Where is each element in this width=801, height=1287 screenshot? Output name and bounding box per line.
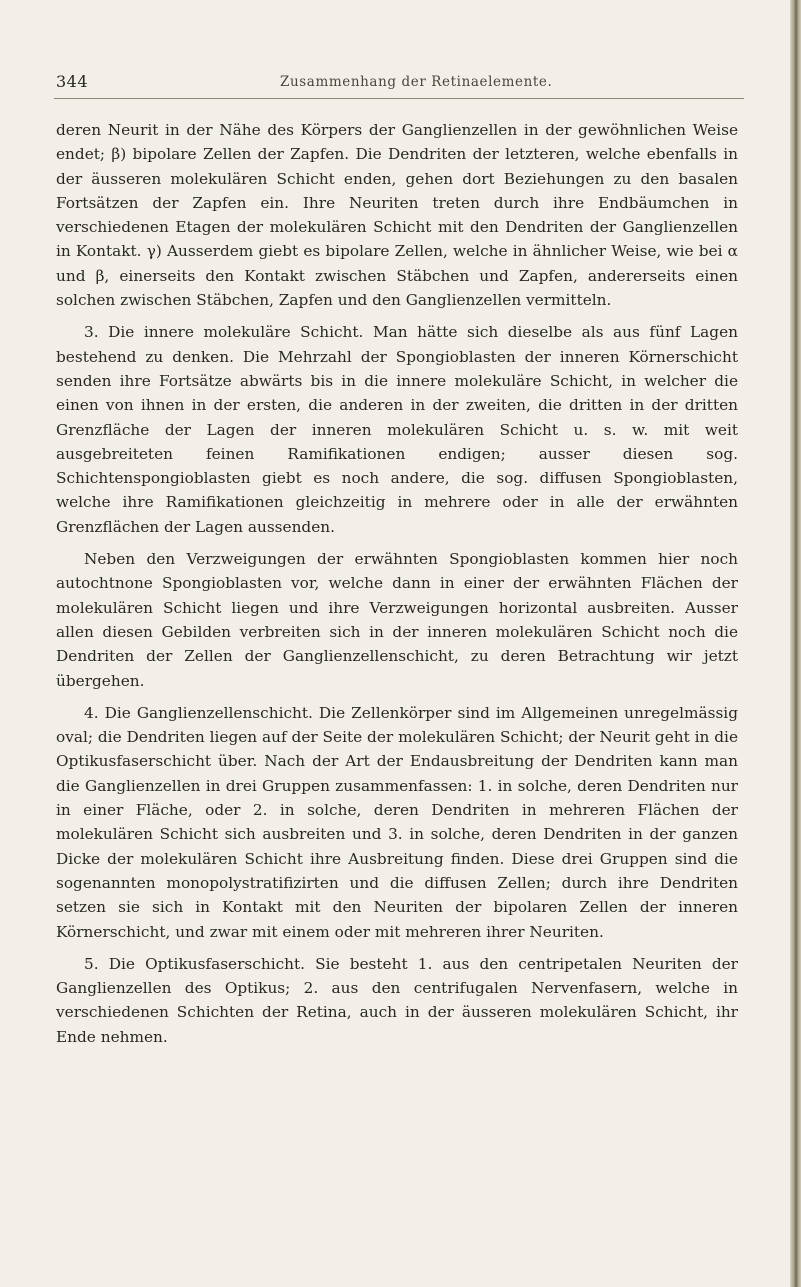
body-text xyxy=(56,118,738,1057)
paragraph-optic-fiber-layer: 5. Die Optikusfaserschicht. Sie besteht 1. aus den centripetalen Neuriten der Ganglienzellen des Optikus; 2. aus den centrifugalen Nervenfasern, welche in verschiedenen Schichten der Retina, auch in der äusseren molekulären Schicht, ihr Ende nehmen. xyxy=(56,954,738,1046)
paragraph-inner-molecular-layer: 3. Die innere molekuläre Schicht. Man hätte sich dieselbe als aus fünf Lagen bestehend zu denken. Die Mehrzahl der Spongioblasten der inneren Körnerschicht senden ihre Fortsätze abwärts bis in die innere molekuläre Schicht, in welcher die einen von ihnen in der ersten, die anderen in der zweiten, die dritten in der dritten Grenzfläche der Lagen der inneren molekulären Schicht u. s. w. mit weit ausgebreiteten feinen Ramifikationen endigen; ausser diesen sog. Schichtenspongioblasten giebt es noch andere, die sog. diffusen Spongioblasten, welche ihre Ramifikationen gleichzeitig in mehrere oder in alle der erwähnten Grenzflächen der Lagen aussenden. xyxy=(56,323,738,536)
page-number: 344 xyxy=(56,72,89,91)
paragraph-bipolar-cells: deren Neurit in der Nähe des Körpers der Ganglienzellen in der gewöhnlichen Weise endet; β) bipolare Zellen der Zapfen. Die Dendriten der letzteren, welche ebenfalls in der äusseren molekulären Schicht enden, gehen dort Beziehungen zu den basalen Fortsätzen der Zapfen ein. Ihre Neuriten treten durch ihre Endbäumchen in verschiedenen Etagen der molekulären Schicht mit den Dendriten der Ganglienzellen in Kontakt. γ) Ausserdem giebt es bipolare Zellen, welche in ähnlicher Weise, wie bei α und β, einerseits den Kontakt zwischen Stäbchen und Zapfen, andererseits einen solchen zwischen Stäbchen, Zapfen und den Ganglienzellen vermitteln. xyxy=(56,121,738,310)
page-header xyxy=(56,72,736,94)
running-title: Zusammenhang der Retinaelemente. xyxy=(280,74,553,90)
paragraph-ganglion-cell-layer: 4. Die Ganglienzellenschicht. Die Zellenkörper sind im Allgemeinen unregelmässig oval; die Dendriten liegen auf der Seite der molekulären Schicht; der Neurit geht in die Optikusfaserschicht über. Nach der Art der Endausbreitung der Dendriten kann man die Ganglienzellen in drei Gruppen zusammenfassen: 1. in solche, deren Dendriten nur in einer Fläche, oder 2. in solche, deren Dendriten in mehreren Flächen der molekulären Schicht sich ausbreiten und 3. in solche, deren Dendriten in der ganzen Dicke der molekulären Schicht ihre Ausbreitung finden. Diese drei Gruppen sind die sogenannten monopolystratifizirten und die diffusen Zellen; durch ihre Dendriten setzen sie sich in Kontakt mit den Neuriten der bipolaren Zellen der inneren Körnerschicht, und zwar mit einem oder mit mehreren ihrer Neuriten. xyxy=(56,703,738,941)
page-edge-shadow xyxy=(790,0,801,1287)
paragraph-spongioblasts: Neben den Verzweigungen der erwähnten Spongioblasten kommen hier noch autochtnone Spongioblasten vor, welche dann in einer der erwähnten Flächen der molekulären Schicht liegen und ihre Verzweigungen horizontal ausbreiten. Ausser allen diesen Gebilden verbreiten sich in der inneren molekulären Schicht noch die Dendriten der Zellen der Ganglienzellenschicht, zu deren Betrachtung wir jetzt übergehen. xyxy=(56,550,738,690)
header-rule xyxy=(54,98,744,99)
